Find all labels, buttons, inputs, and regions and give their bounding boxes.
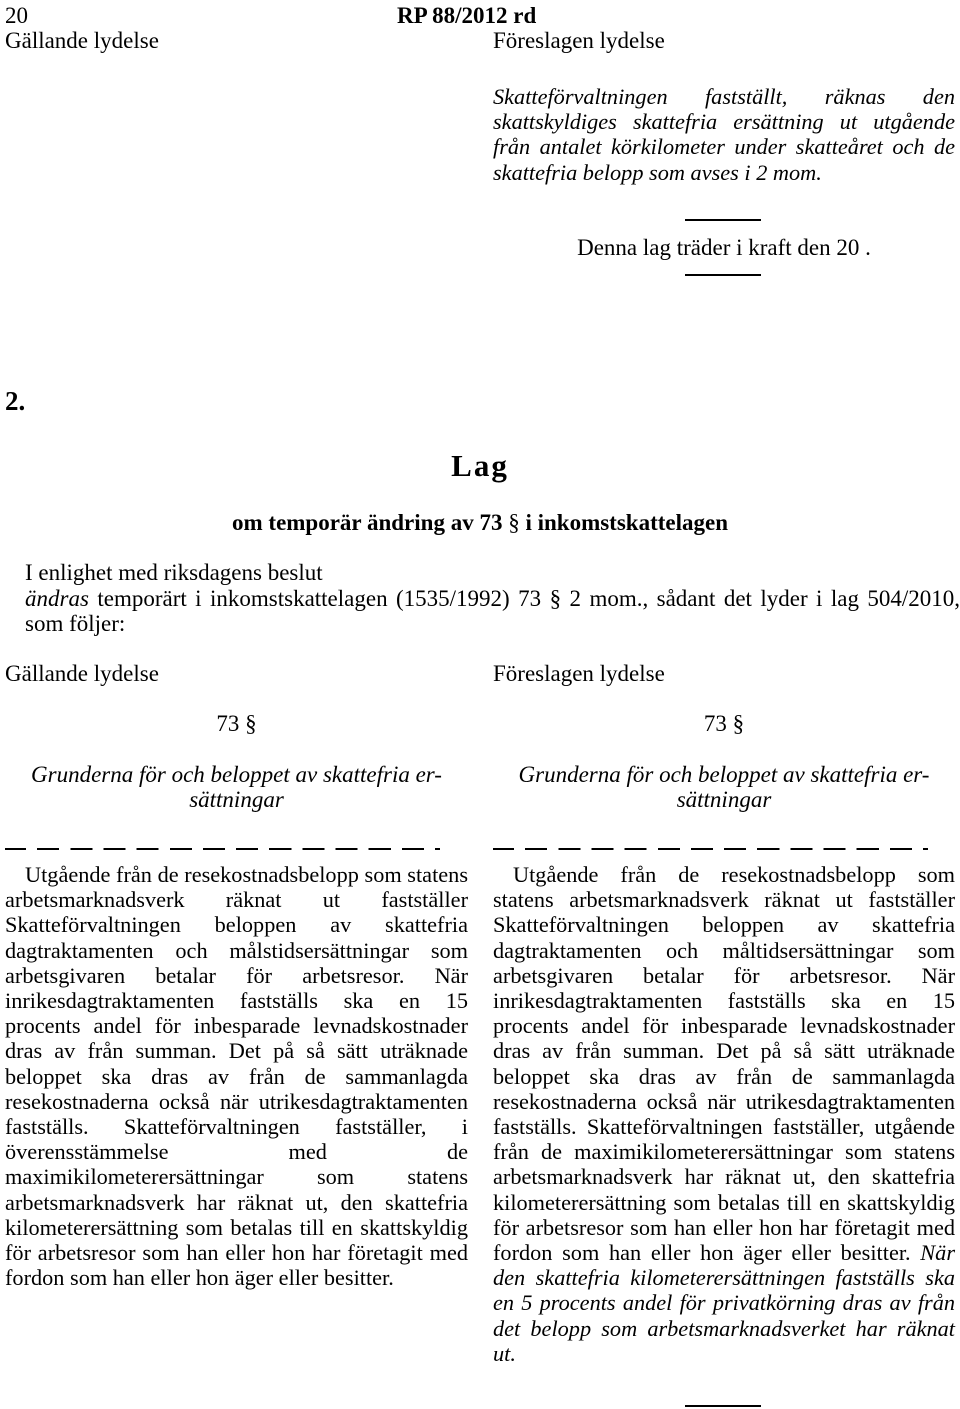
section-sign-icon: § [549,586,562,611]
left-body-text: Utgående från de resekostnadsbelopp som statens arbetsmarknadsverk räknat ut fastställer Skatteförvaltningen beloppen av skattefria dagtraktamenten och målstidsersättningar som arbetsgivaren betalar för arbetsresor. När inrikesdagtraktamenten fastställs ska en 15 procents andel för inbesparade levnadskostnader dras av från summan. Det på så sätt uträknade beloppet ska dras av från de sammanlagda resekostnaderna också när utrikesdagtraktamenten fastställs. Skatteförvaltningen fastställer, i överensstämmelse med de maximikilometerersättningar som statens arbetsmarknadsverk har räknat ut, den skattefria kilometerersättning som betalas till en skattskyldig för arbetsresor som han eller hon har företagit med fordon som han eller hon äger eller besitter. [5,862,468,1291]
header-right-label: Föreslagen lydelse [493,28,665,53]
preamble-italic: ändras [25,586,89,611]
section-sign-icon: § [508,510,520,535]
document-id: RP 88/2012 rd [397,3,537,28]
bottom-separator-rule [685,1405,761,1407]
separator-rule [685,219,761,221]
entry-into-force: Denna lag träder i kraft den 20 . [577,235,871,260]
right-body-text [493,862,955,1366]
left-omission-dashes [5,848,440,850]
left-heading [5,762,468,812]
right-heading-line1: Grunderna för och beloppet av skattefria er- [518,762,930,787]
header-left-label: Gällande lydelse [5,28,159,53]
right-column-label: Föreslagen lydelse [493,661,665,686]
section-sign-icon: § [732,711,745,736]
right-section-number [493,711,955,736]
preamble-line1: I enlighet med riksdagens beslut [25,560,323,585]
preamble-rest: temporärt i inkomstskattelagen (1535/1992) 73 [97,586,542,611]
right-section-number-text: 73 [703,711,727,736]
law-subtitle [0,510,960,535]
page-number: 20 [5,3,28,28]
right-omission-dashes [493,848,928,850]
right-heading [493,762,955,812]
separator-rule [685,274,761,276]
top-right-paragraph: Skatteförvaltningen fastställt, räknas den skattskyldiges skattefria ersättning ut utgående från antalet körkilometer under skatteåret och de skattefria belopp som avses i 2 mom. [493,84,955,185]
right-body-plain: Utgående från de resekostnadsbelopp som statens arbetsmarknadsverk räknat ut fastställer Skatteförvaltningen beloppen av skattefria dagtraktamenten och måltidsersättningar som arbetsgivaren betalar för arbetsresor. När inrikesdagtraktamenten fastställs ska en 15 procents andel för inbesparade levnadskostnader dras av från summan. Det på så sätt uträknade beloppet ska dras av från de sammanlagda resekostnaderna också när utrikesdagtraktamenten fastställs. Skatteförvaltningen fastställer, utgående från de maximikilometerersättningar som statens arbetsmarknadsverk har räknat ut, den skattefria kilometerersättning som betalas till en skattskyldig för arbetsresor som han eller hon har företagit med fordon som han eller hon äger eller besitter. [493,862,955,1266]
left-section-number [5,711,468,736]
right-body-italic: När den skattefria kilometerersättningen fastställs ska en 5 procents andel för privatkörning dras av från det belopp som arbetsmarknadsverket har räknat ut. [493,1240,955,1366]
section-sign-icon: § [245,711,257,736]
left-heading-line2: sättningar [189,787,284,812]
law-subtitle-pre: om temporär ändring av 73 [232,510,503,535]
section-number: 2. [5,386,26,416]
right-heading-line2: sättningar [676,787,772,812]
law-title: Lag [451,448,509,483]
preamble-rest2: 2 mom., sådant det lyder i lag 504/2010, som följer: [25,586,960,636]
preamble [25,586,960,636]
law-subtitle-post: i inkomstskattelagen [525,510,728,535]
left-section-number-text: 73 [216,711,240,736]
left-heading-line1: Grunderna för och beloppet av skattefria er- [31,762,442,787]
left-column-label: Gällande lydelse [5,661,159,686]
